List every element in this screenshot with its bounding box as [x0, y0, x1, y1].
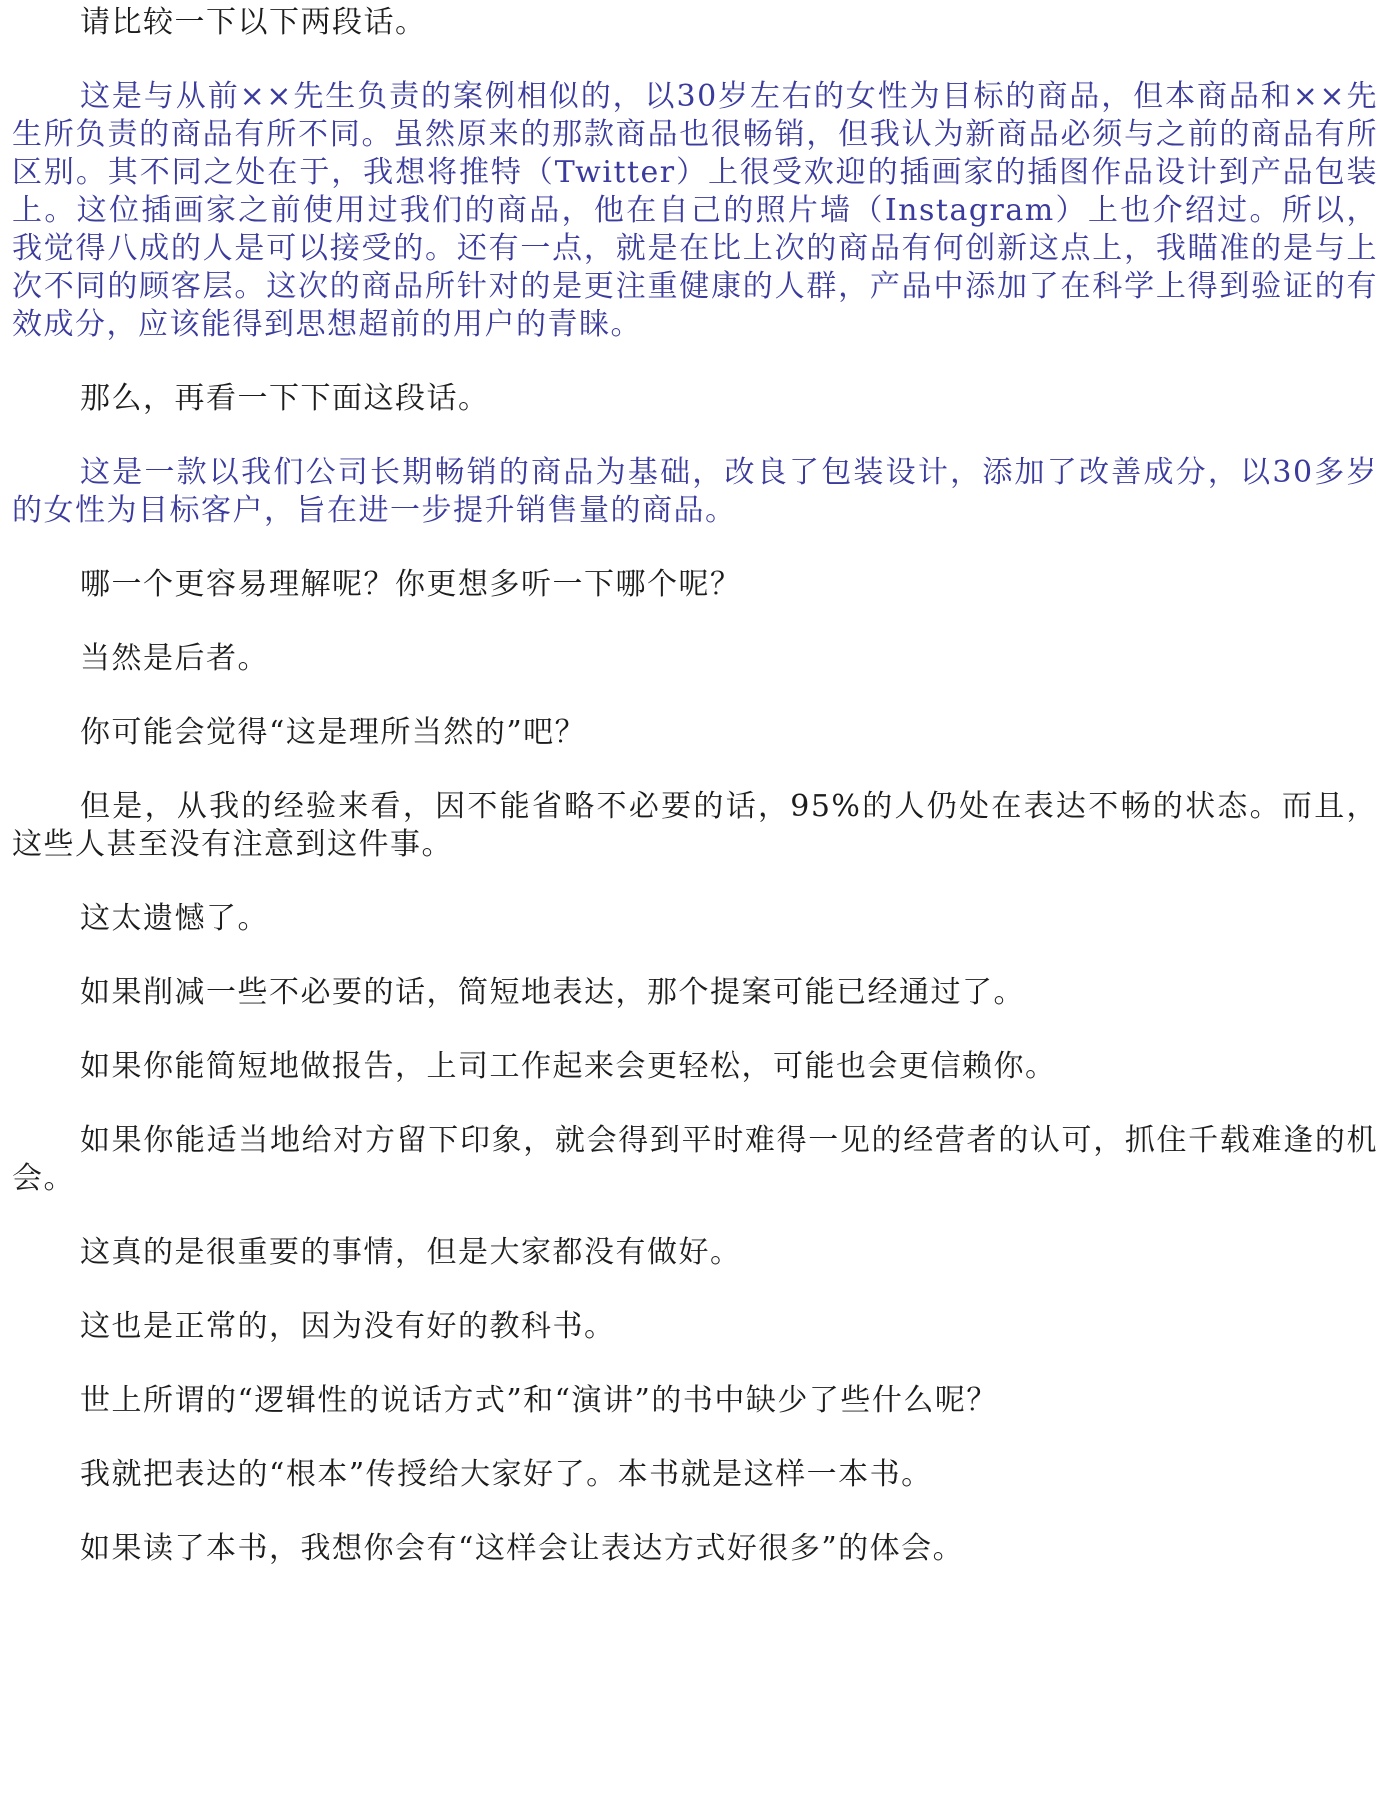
paragraph-regret: 这太遗憾了。 [80, 901, 269, 936]
paragraph-important: 这真的是很重要的事情，但是大家都没有做好。 [80, 1235, 742, 1270]
paragraph-fundamentals: 我就把表达的“根本”传授给大家好了。本书就是这样一本书。 [80, 1457, 933, 1492]
paragraph-proposal: 如果削减一些不必要的话，简短地表达，那个提案可能已经通过了。 [80, 975, 1025, 1010]
paragraph-experience: 但是，从我的经验来看，因不能省略不必要的话，95%的人仍处在表达不畅的状态。而且，这些人甚至没有注意到这件事。 [12, 789, 1378, 862]
paragraph-conclusion: 如果读了本书，我想你会有“这样会让表达方式好很多”的体会。 [80, 1531, 965, 1566]
paragraph-transition: 那么，再看一下下面这段话。 [80, 381, 490, 416]
paragraph-impression: 如果你能适当地给对方留下印象，就会得到平时难得一见的经营者的认可，抓住千载难逢的机会。 [12, 1123, 1378, 1196]
paragraph-example-long: 这是与从前××先生负责的案例相似的，以30岁左右的女性为目标的商品，但本商品和××先生所负责的商品有所不同。虽然原来的那款商品也很畅销，但我认为新商品必须与之前的商品有所区别。其不同之处在于，我想将推特（Twitter）上很受欢迎的插画家的插图作品设计到产品包装上。这位插画家之前使用过我们的商品，他在自己的照片墙（Instagram）上也介绍过。所以，我觉得八成的人是可以接受的。还有一点，就是在比上次的商品有何创新这点上，我瞄准的是与上次不同的顾客层。这次的商品所针对的是更注重健康的人群，产品中添加了在科学上得到验证的有效成分，应该能得到思想超前的用户的青睐。 [12, 79, 1378, 342]
paragraph-obvious: 你可能会觉得“这是理所当然的”吧？ [80, 715, 587, 750]
paragraph-intro: 请比较一下以下两段话。 [80, 5, 427, 40]
paragraph-answer: 当然是后者。 [80, 641, 269, 676]
paragraph-missing: 世上所谓的“逻辑性的说话方式”和“演讲”的书中缺少了些什么呢？ [80, 1383, 998, 1418]
paragraph-question: 哪一个更容易理解呢？你更想多听一下哪个呢？ [80, 567, 742, 602]
document-page [12, 4, 1378, 1568]
paragraph-report: 如果你能简短地做报告，上司工作起来会更轻松，可能也会更信赖你。 [80, 1049, 1057, 1084]
paragraph-example-short: 这是一款以我们公司长期畅销的商品为基础，改良了包装设计，添加了改善成分，以30多岁的女性为目标客户，旨在进一步提升销售量的商品。 [12, 455, 1378, 528]
paragraph-textbook: 这也是正常的，因为没有好的教科书。 [80, 1309, 616, 1344]
